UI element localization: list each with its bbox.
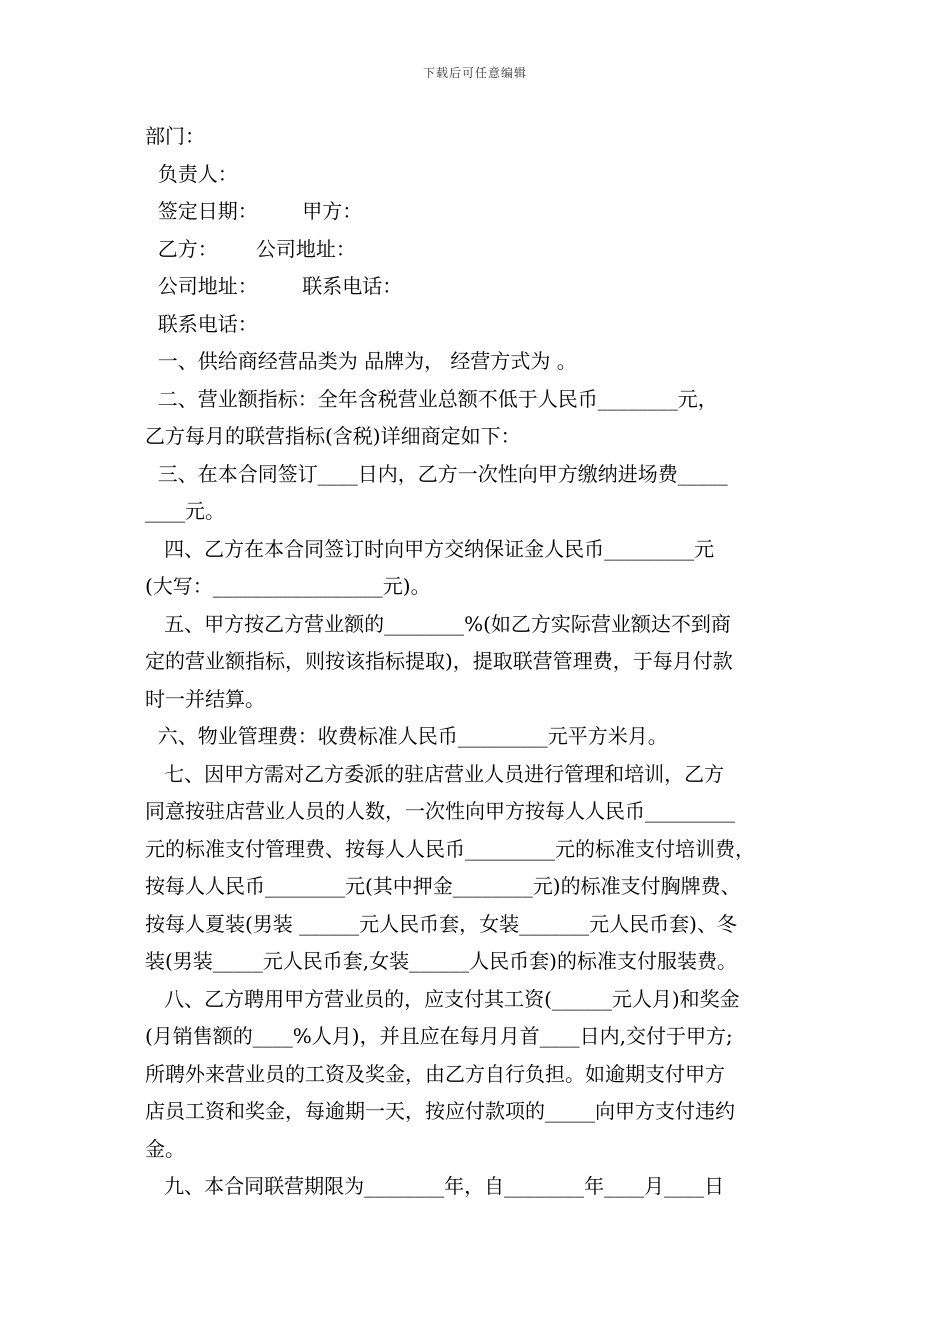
text-line: 乙方： 公司地址： [145, 236, 356, 261]
text-line: 部门： [145, 124, 205, 148]
text-line: 五、甲方按乙方营业额的________%(如乙方实际营业额达不到商 [145, 611, 731, 636]
text-line: 元的标准支付管理费、按每人人民币_________元的标准支付培训费， [145, 836, 755, 861]
text-line: 公司地址： 联系电话： [145, 274, 403, 298]
text-line: 二、营业额指标：全年含税营业总额不低于人民币________元， [145, 386, 718, 411]
text-line: 联系电话： [145, 311, 258, 336]
text-line: (月销售额的____%人月)，并且应在每月月首____日内,交付于甲方; [145, 1024, 733, 1048]
text-line: 九、本合同联营期限为________年，自________年____月____日 [145, 1174, 725, 1198]
text-line: 按每人夏装(男装 ______元人民币套，女装_______元人民币套)、冬 [145, 911, 737, 936]
text-line: 三、在本合同签订____日内，乙方一次性向甲方缴纳进场费_____ [145, 461, 728, 486]
text-line: 六、物业管理费：收费标准人民币_________元平方米月。 [145, 724, 668, 748]
contract-body [145, 118, 825, 1206]
text-line: 签定日期： 甲方： [145, 199, 363, 223]
text-line: ____元。 [145, 499, 225, 523]
text-line: 四、乙方在本合同签订时向甲方交纳保证金人民币_________元 [145, 536, 715, 561]
text-line: 定的营业额指标，则按该指标提取)，提取联营管理费，于每月付款 [145, 649, 733, 673]
text-line: 金。 [145, 1136, 185, 1161]
text-line: 店员工资和奖金，每逾期一天，按应付款项的_____向甲方支付违约 [145, 1099, 735, 1123]
text-line: 负责人： [145, 161, 238, 186]
text-line: 时一并结算。 [145, 686, 265, 711]
text-line: 乙方每月的联营指标(含税)详细商定如下： [145, 424, 521, 448]
text-line: 同意按驻店营业人员的人数，一次性向甲方按每人人民币_________ [145, 799, 735, 823]
text-line: 八、乙方聘用甲方营业员的，应支付其工资(______元人月)和奖金 [145, 986, 740, 1011]
page-header-note: 下载后可任意编辑 [422, 66, 527, 80]
text-line: 所聘外来营业员的工资及奖金，由乙方自行负担。如逾期支付甲方 [145, 1061, 725, 1086]
text-line: 七、因甲方需对乙方委派的驻店营业人员进行管理和培训，乙方 [145, 761, 725, 786]
text-line: 一、供给商经营品类为 品牌为， 经营方式为 。 [145, 349, 577, 373]
text-line: 装(男装_____元人民币套,女装______人民币套)的标准支付服装费。 [145, 949, 737, 973]
text-line: 按每人人民币________元(其中押金________元)的标准支付胸牌费、 [145, 874, 741, 898]
text-line: (大写：_________________元)。 [145, 574, 431, 598]
